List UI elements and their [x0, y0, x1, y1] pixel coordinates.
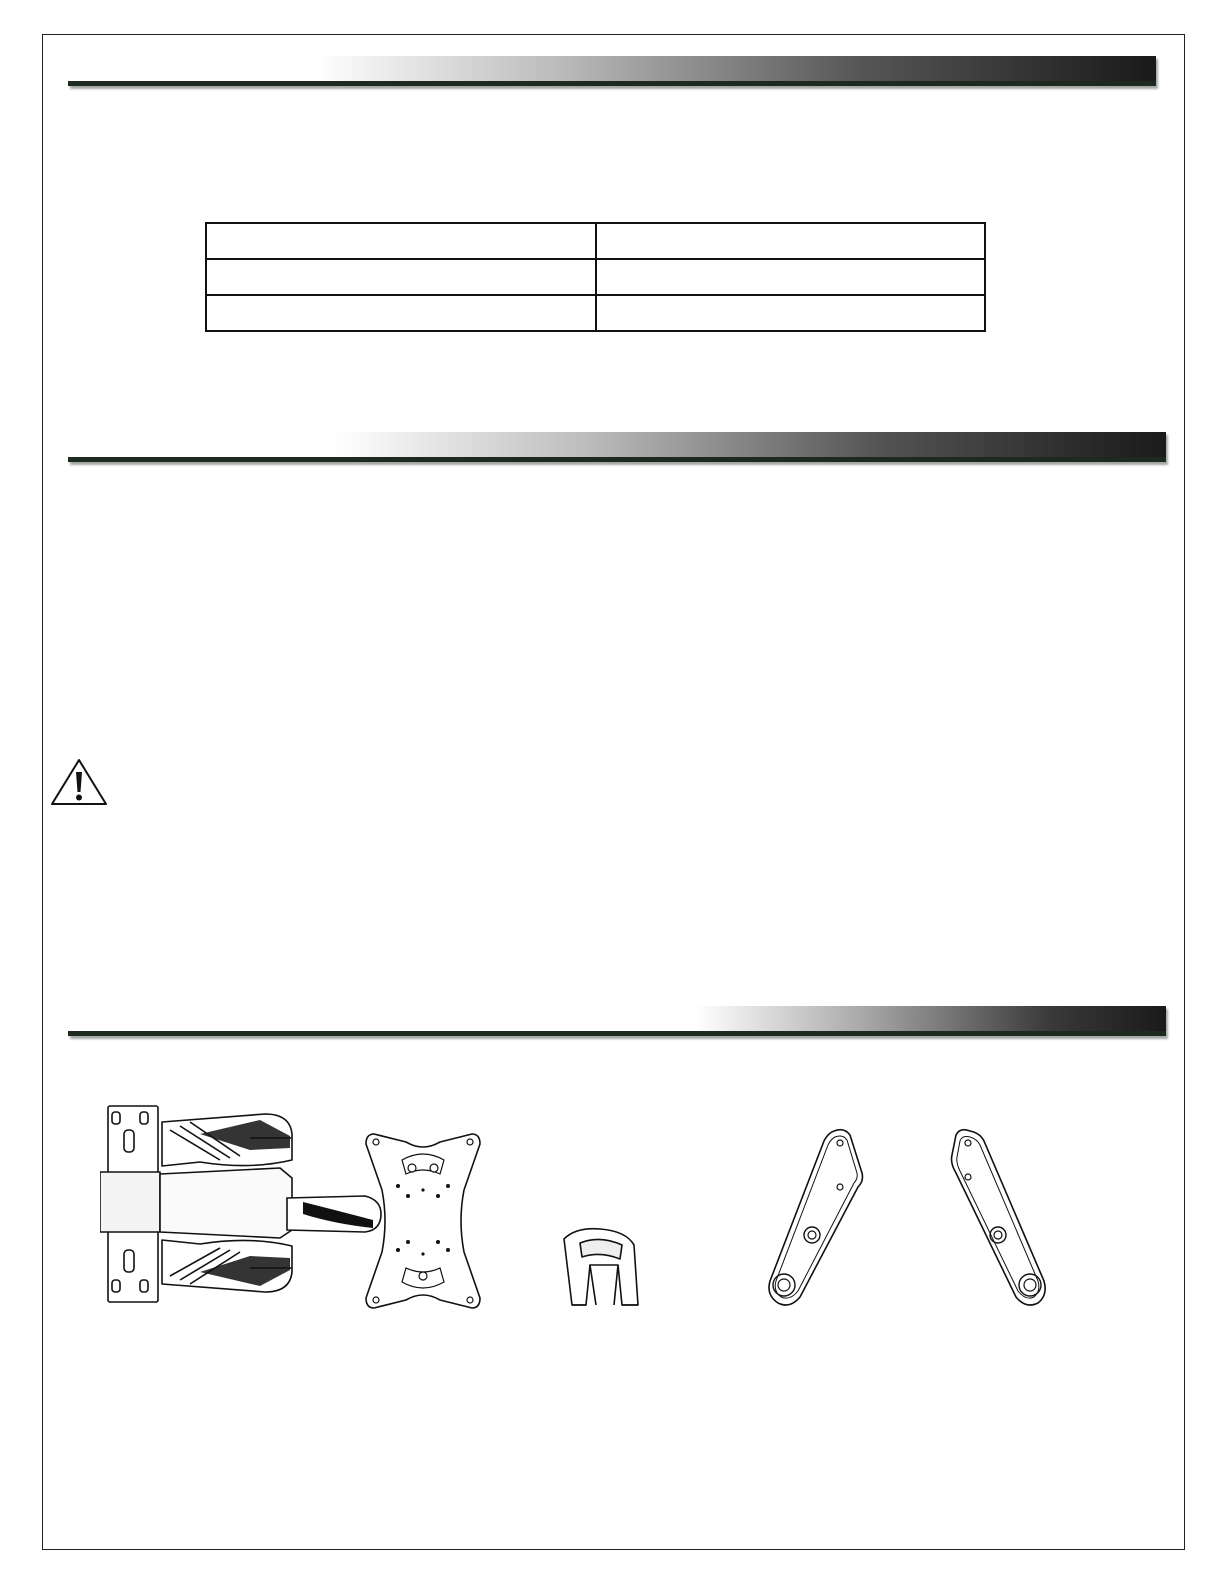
section-header-bar-3	[68, 1006, 1166, 1036]
table-row	[206, 223, 985, 259]
table-cell	[596, 223, 986, 259]
specification-table	[205, 222, 986, 332]
table-cell	[596, 295, 986, 331]
table-row	[206, 259, 985, 295]
table-cell	[596, 259, 986, 295]
table-cell	[206, 295, 596, 331]
table-cell	[206, 223, 596, 259]
table-row	[206, 295, 985, 331]
section-header-bar-2	[68, 432, 1166, 462]
warning-triangle-icon	[50, 758, 108, 806]
section-header-bar-1	[68, 56, 1156, 86]
table-cell	[206, 259, 596, 295]
